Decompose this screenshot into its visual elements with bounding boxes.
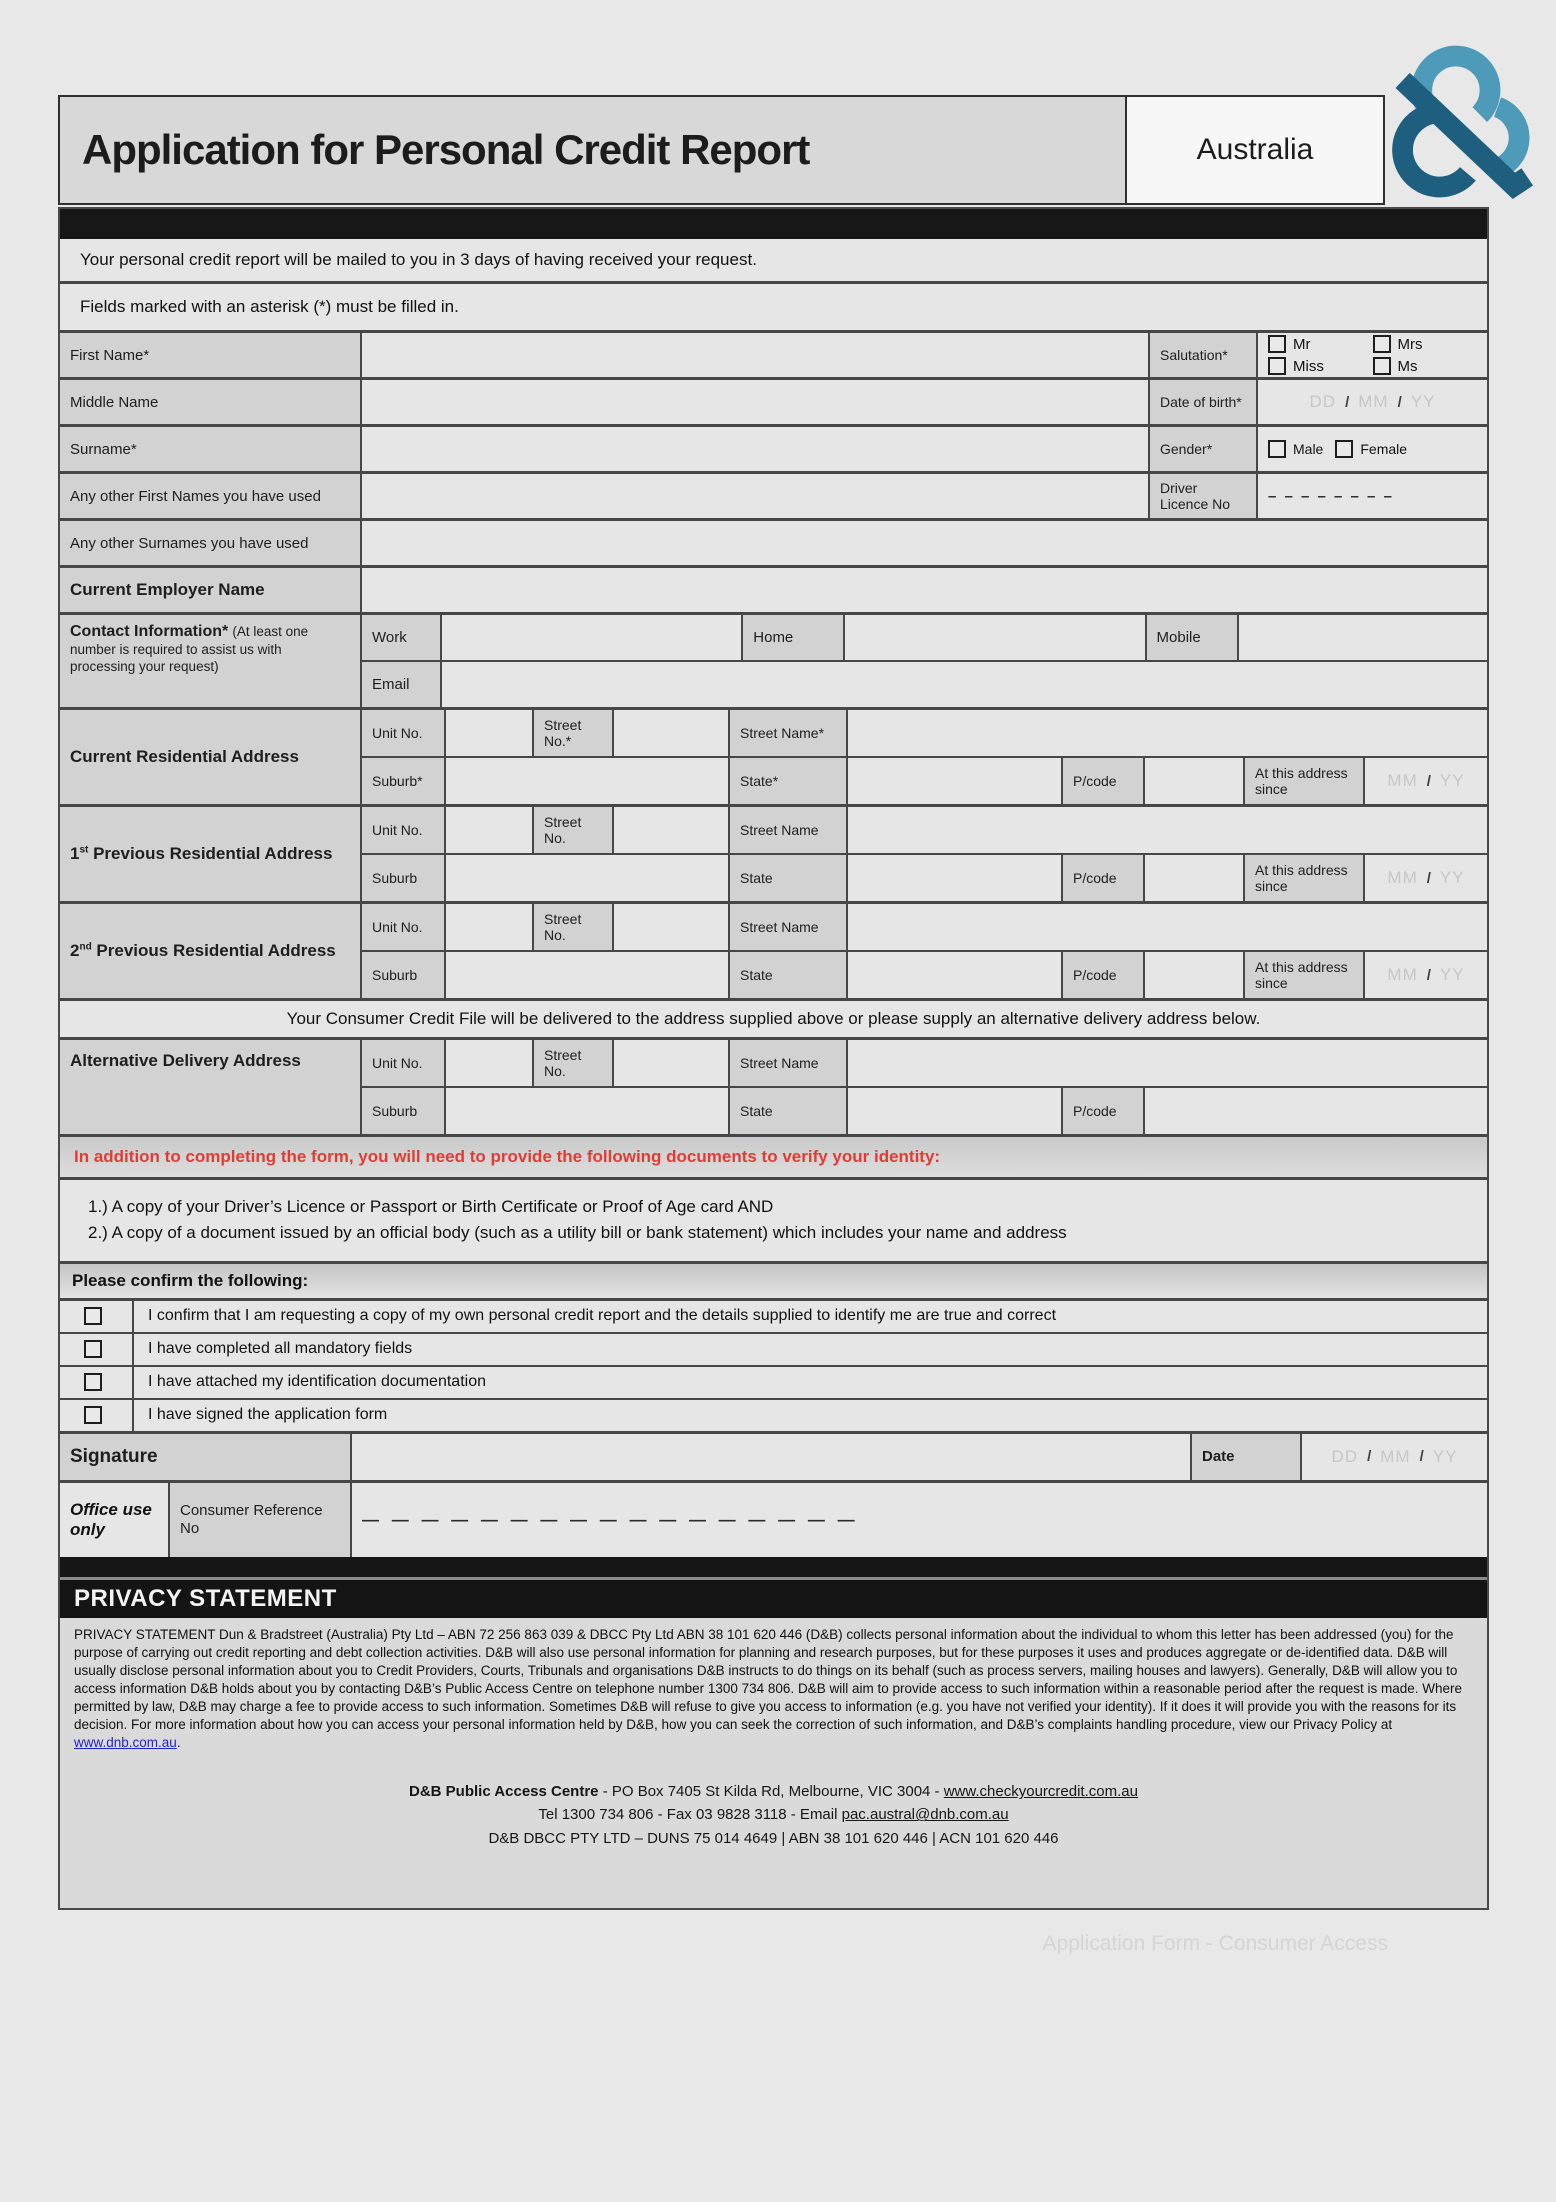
unit-no-label: Unit No. [362, 904, 446, 950]
state-label: State [730, 952, 848, 998]
since-yy-placeholder: YY [1439, 868, 1465, 887]
email-link[interactable]: pac.austral@dnb.com.au [841, 1806, 1009, 1824]
other-surnames-label: Any other Surnames you have used [60, 521, 362, 565]
alt-suburb-input[interactable] [446, 1088, 730, 1134]
alt-pcode-input[interactable] [1145, 1088, 1487, 1134]
prev2-unit-input[interactable] [446, 904, 534, 950]
privacy-title: PRIVACY STATEMENT [74, 1584, 337, 1612]
confirm-row-2 [60, 1334, 1487, 1367]
prev2-suburb-input[interactable] [446, 952, 730, 998]
title-box [60, 97, 1125, 203]
street-name-label: Street Name [730, 1040, 848, 1086]
alt-address-section [60, 1040, 1487, 1137]
state-label: State [730, 1088, 848, 1134]
checkyourcredit-link[interactable]: www.checkyourcredit.com.au [943, 1783, 1138, 1801]
first-name-input[interactable] [362, 333, 1150, 377]
prev1-state-input[interactable] [848, 855, 1063, 901]
dob-mm-placeholder: MM [1358, 392, 1389, 411]
page-title: Application for Personal Credit Report [82, 126, 810, 173]
confirm-row-4 [60, 1400, 1487, 1434]
application-form [58, 207, 1489, 1910]
middle-name-row [60, 380, 1487, 427]
driver-licence-label: Driver Licence No [1150, 474, 1258, 518]
state-label: State* [730, 758, 848, 804]
other-surnames-input[interactable] [362, 521, 1487, 565]
salutation-ms-checkbox[interactable] [1373, 357, 1391, 375]
ampersand-icon [1368, 30, 1550, 208]
confirm-text-1: I confirm that I am requesting a copy of my own personal credit report and the details supplied to identify me are true and correct [148, 1307, 1057, 1325]
prev1-address-section [60, 807, 1487, 904]
salutation-label: Salutation* [1150, 333, 1258, 377]
identity-documents [60, 1180, 1487, 1264]
first-name-label: First Name* [60, 333, 362, 377]
unit-no-label: Unit No. [362, 807, 446, 853]
privacy-body [60, 1618, 1487, 1753]
prev1-street-name-input[interactable] [848, 807, 1487, 853]
other-first-names-input[interactable] [362, 474, 1150, 518]
email-label: Email [362, 662, 442, 707]
pcode-label: P/code [1063, 1088, 1145, 1134]
prev1-street-no-input[interactable] [614, 807, 730, 853]
employer-input[interactable] [362, 568, 1487, 612]
unit-no-label: Unit No. [362, 710, 446, 756]
street-no-label: Street No. [534, 807, 614, 853]
contact-row [60, 615, 1487, 710]
contact-title: Contact Information* [70, 623, 229, 640]
pcode-label: P/code [1063, 758, 1145, 804]
alt-street-no-input[interactable] [614, 1040, 730, 1086]
salutation-miss-label: Miss [1293, 357, 1324, 375]
privacy-text: PRIVACY STATEMENT Dun & Bradstreet (Australia) Pty Ltd – ABN 72 256 863 039 & DBCC Pty Ltd ABN 38 101 620 446 (D&B) collects personal information about the individual to whom this letter has been addressed (you) for the purpose of carrying out credit reporting and debt collection activities. D&B will also use personal information for planning and research purposes, but for these purposes it uses and produces aggregate or de-identified data. D&B will usually disclose personal information about you to Credit Providers, Courts, Tribunals and organisations D&B instructs to do things on its behalf (such as process servers, mailing houses and lawyers). Generally, D&B will allow you to access information D&B holds about you by contacting D&B’s Public Access Centre on telephone number 1300 734 806. D&B will aim to provide access to such information within a reasonable period after the request is made. Where permitted by law, D&B may charge a fee to provide access to such information. Sometimes D&B will refuse to give you access to information (e.g. you have not verified your identity). If it does it will provide you with the reasons for its decision. For more information about how you can access your personal information held by D&B, how you can seek the correction of such information, and D&B’s complaints handling procedure, view our Privacy Policy at [74, 1626, 1463, 1733]
consumer-ref-input[interactable]: — — — — — — — — — — — — — — — — — [352, 1483, 1487, 1557]
privacy-policy-link[interactable]: www.dnb.com.au [74, 1735, 177, 1751]
footer-line-1 [60, 1780, 1487, 1803]
salutation-mrs-checkbox[interactable] [1373, 335, 1391, 353]
identity-heading: In addition to completing the form, you will need to provide the following documents to verify your identity: [74, 1147, 941, 1166]
bottom-black-bar [60, 1557, 1487, 1577]
suburb-label: Suburb [362, 855, 446, 901]
confirm-checkbox-4[interactable] [84, 1406, 102, 1424]
prev2-address-label: 2nd Previous Residential Address [60, 904, 362, 998]
confirm-row-1 [60, 1301, 1487, 1334]
prev1-unit-input[interactable] [446, 807, 534, 853]
other-first-names-row [60, 474, 1487, 521]
privacy-header [60, 1580, 1487, 1618]
salutation-mr-label: Mr [1293, 335, 1311, 353]
confirm-text-2: I have completed all mandatory fields [148, 1340, 413, 1358]
alt-address-label: Alternative Delivery Address [60, 1040, 362, 1134]
since-mm-placeholder: MM [1387, 868, 1418, 887]
surname-label: Surname* [60, 427, 362, 471]
current-street-name-input[interactable] [848, 710, 1487, 756]
privacy-tail: . [176, 1735, 181, 1751]
work-label: Work [362, 615, 442, 660]
identity-item-1: 1.) A copy of your Driver’s Licence or Passport or Birth Certificate or Proof of Age card AND [88, 1197, 774, 1216]
alt-street-name-input[interactable] [848, 1040, 1487, 1086]
confirm-checkbox-3[interactable] [84, 1373, 102, 1391]
gender-options [1258, 427, 1487, 471]
current-address-section [60, 710, 1487, 807]
salutation-options [1258, 333, 1487, 377]
prev1-address-label: 1st Previous Residential Address [60, 807, 362, 901]
date-dd-placeholder: DD [1331, 1446, 1359, 1466]
region-label: Australia [1125, 97, 1383, 203]
since-mm-placeholder: MM [1387, 965, 1418, 984]
salutation-mrs-label: Mrs [1397, 335, 1423, 353]
since-label: At this address since [1245, 855, 1365, 901]
salutation-mr-checkbox[interactable] [1268, 335, 1286, 353]
prev2-since-input[interactable] [1365, 952, 1487, 998]
footer-centre-name: D&B Public Access Centre [409, 1783, 599, 1801]
signature-row [60, 1434, 1487, 1483]
consumer-ref-label: Consumer Reference No [170, 1483, 352, 1557]
current-pcode-input[interactable] [1145, 758, 1245, 804]
unit-no-label: Unit No. [362, 1040, 446, 1086]
street-name-label: Street Name* [730, 710, 848, 756]
other-first-names-label: Any other First Names you have used [60, 474, 362, 518]
footer-phone-fax: Tel 1300 734 806 - Fax 03 9828 3118 - Email [538, 1806, 842, 1824]
driver-licence-input[interactable]: – – – – – – – – [1258, 474, 1487, 518]
slash: / [1345, 393, 1350, 411]
gender-male-checkbox[interactable] [1268, 440, 1286, 458]
footer-address: - PO Box 7405 St Kilda Rd, Melbourne, VIC 3004 - [598, 1783, 944, 1801]
slash: / [1397, 393, 1402, 411]
date-label: Date [1192, 1434, 1302, 1480]
mobile-phone-input[interactable] [1239, 615, 1487, 660]
header-band [58, 95, 1385, 205]
prev2-address-section [60, 904, 1487, 1001]
pcode-label: P/code [1063, 855, 1145, 901]
current-since-input[interactable] [1365, 758, 1487, 804]
contact-note: (At least one number is required to assist us with processing your request) [70, 624, 309, 674]
first-name-row [60, 333, 1487, 380]
alt-state-input[interactable] [848, 1088, 1063, 1134]
since-label: At this address since [1245, 758, 1365, 804]
prev1-suburb-input[interactable] [446, 855, 730, 901]
gender-male-label: Male [1293, 441, 1324, 457]
other-surnames-row [60, 521, 1487, 568]
prev1-pcode-input[interactable] [1145, 855, 1245, 901]
suburb-label: Suburb [362, 1088, 446, 1134]
alt-unit-input[interactable] [446, 1040, 534, 1086]
top-black-bar [60, 209, 1487, 239]
office-use-row [60, 1483, 1487, 1557]
street-no-label: Street No. [534, 1040, 614, 1086]
street-no-label: Street No. [534, 904, 614, 950]
home-label: Home [743, 615, 845, 660]
current-suburb-input[interactable] [446, 758, 730, 804]
signature-input[interactable] [352, 1434, 1192, 1480]
confirm-row-3 [60, 1367, 1487, 1400]
date-mm-placeholder: MM [1380, 1446, 1411, 1466]
slash: / [1426, 869, 1431, 887]
current-street-no-input[interactable] [614, 710, 730, 756]
gender-label: Gender* [1150, 427, 1258, 471]
confirm-heading: Please confirm the following: [60, 1264, 1487, 1301]
work-phone-input[interactable] [442, 615, 743, 660]
confirm-text-4: I have signed the application form [148, 1406, 388, 1424]
prev2-state-input[interactable] [848, 952, 1063, 998]
since-label: At this address since [1245, 952, 1365, 998]
prev1-since-input[interactable] [1365, 855, 1487, 901]
dob-label: Date of birth* [1150, 380, 1258, 424]
employer-row [60, 568, 1487, 615]
home-phone-input[interactable] [845, 615, 1146, 660]
watermark-text: Application Form - Consumer Access [1042, 1932, 1388, 1955]
signature-label: Signature [60, 1434, 352, 1480]
dnb-ampersand-logo [1368, 30, 1550, 208]
since-yy-placeholder: YY [1439, 771, 1465, 790]
date-input[interactable] [1302, 1434, 1487, 1480]
identity-item-2: 2.) A copy of a document issued by an official body (such as a utility bill or bank statement) which includes your name and address [88, 1223, 1067, 1243]
mobile-label: Mobile [1147, 615, 1239, 660]
footer-line-3: D&B DBCC PTY LTD – DUNS 75 014 4649 | ABN 38 101 620 446 | ACN 101 620 446 [488, 1829, 1059, 1847]
salutation-ms-label: Ms [1397, 357, 1418, 375]
identity-heading-row [60, 1137, 1487, 1180]
confirm-checkbox-2[interactable] [84, 1340, 102, 1358]
slash: / [1367, 1448, 1372, 1466]
gender-female-label: Female [1360, 441, 1408, 457]
gender-female-checkbox[interactable] [1335, 440, 1353, 458]
footer-line-2 [60, 1803, 1487, 1826]
surname-input[interactable] [362, 427, 1150, 471]
street-name-label: Street Name [730, 904, 848, 950]
dob-dd-placeholder: DD [1309, 392, 1337, 411]
since-yy-placeholder: YY [1439, 965, 1465, 984]
office-use-label: Office use only [60, 1483, 170, 1557]
salutation-miss-checkbox[interactable] [1268, 357, 1286, 375]
pcode-label: P/code [1063, 952, 1145, 998]
form-footer [60, 1752, 1487, 1908]
street-no-label: Street No.* [534, 710, 614, 756]
email-input[interactable] [442, 662, 1487, 707]
current-state-input[interactable] [848, 758, 1063, 804]
date-yy-placeholder: YY [1432, 1446, 1458, 1466]
middle-name-label: Middle Name [60, 380, 362, 424]
prev2-street-no-input[interactable] [614, 904, 730, 950]
slash: / [1426, 772, 1431, 790]
current-address-label: Current Residential Address [60, 710, 362, 804]
since-mm-placeholder: MM [1387, 771, 1418, 790]
current-unit-input[interactable] [446, 710, 534, 756]
employer-label: Current Employer Name [60, 568, 362, 612]
contact-label [60, 615, 362, 707]
prev2-pcode-input[interactable] [1145, 952, 1245, 998]
suburb-label: Suburb [362, 952, 446, 998]
surname-row [60, 427, 1487, 474]
confirm-checkbox-1[interactable] [84, 1307, 102, 1325]
state-label: State [730, 855, 848, 901]
suburb-label: Suburb* [362, 758, 446, 804]
asterisk-notice: Fields marked with an asterisk (*) must be filled in. [60, 284, 1487, 333]
middle-name-input[interactable] [362, 380, 1150, 424]
slash: / [1426, 966, 1431, 984]
dob-input[interactable] [1258, 380, 1487, 424]
slash: / [1419, 1448, 1424, 1466]
mailing-notice: Your personal credit report will be mailed to you in 3 days of having received your request. [60, 239, 1487, 284]
street-name-label: Street Name [730, 807, 848, 853]
confirm-text-3: I have attached my identification documentation [148, 1373, 486, 1391]
dob-yy-placeholder: YY [1410, 392, 1436, 411]
prev2-street-name-input[interactable] [848, 904, 1487, 950]
delivery-note: Your Consumer Credit File will be delivered to the address supplied above or please supply an alternative delivery address below. [60, 1001, 1487, 1040]
